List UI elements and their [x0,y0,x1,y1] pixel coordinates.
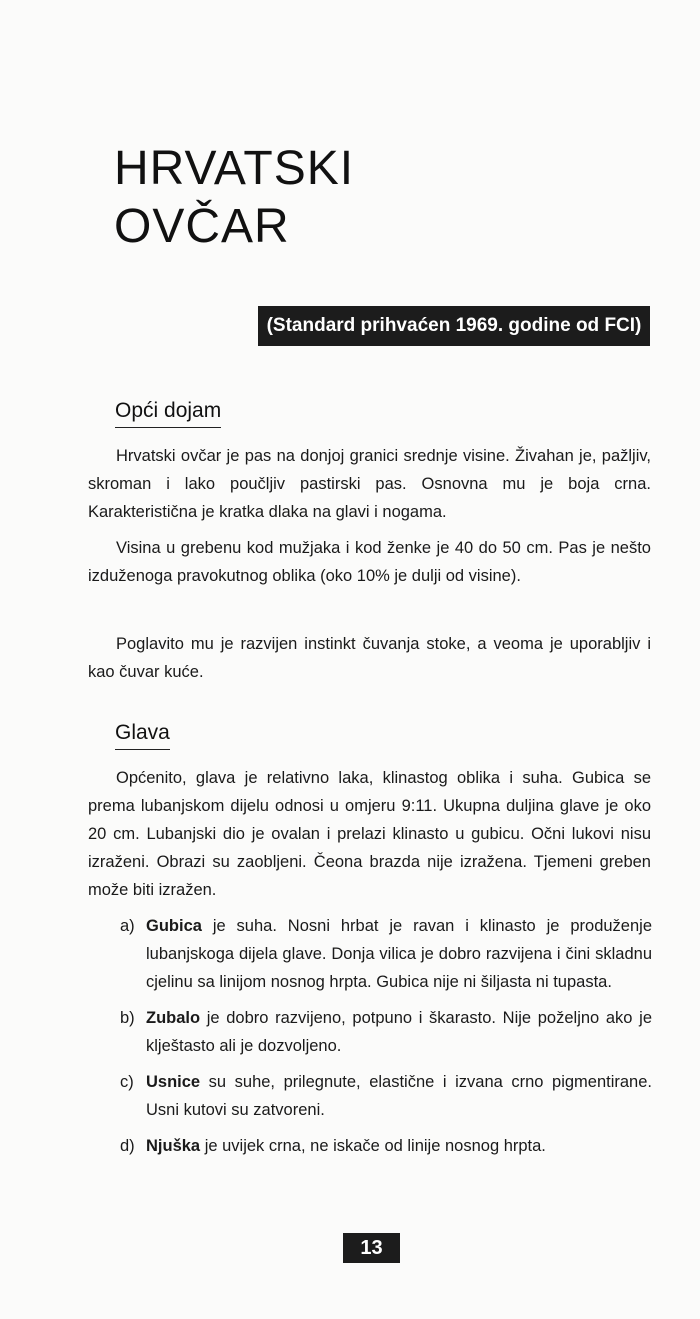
standard-note-box: (Standard prihvaćen 1969. godine od FCI) [258,306,650,346]
list-text: je dobro razvijeno, potpuno i škarasto. Nije poželjno ako je klještasto ali je dozvoljeno. [146,1009,652,1055]
list-marker: c) [120,1073,134,1091]
list-item [120,1068,652,1124]
paragraph: Hrvatski ovčar je pas na donjoj granici srednje visine. Živahan je, pažljiv, skroman i lako poučljiv pastirski pas. Osnovna mu je boja crna. Karakteristična je kratka dlaka na glavi i nogama. [88,447,651,521]
list-item [120,1004,652,1060]
list-item [120,1132,652,1160]
head-features-list [120,912,652,1168]
page-number: 13 [343,1233,400,1263]
title-line-2: OVČAR [114,200,290,253]
paragraph: Visina u grebenu kod mužjaka i kod ženke je 40 do 50 cm. Pas je nešto izduženoga pravokutnog oblika (oko 10% je dulji od visine). [88,539,651,585]
list-text: je suha. Nosni hrbat je ravan i klinasto je produženje lubanjskoga dijela glave. Donja vilica je dobro razvijena i čini skladnu cjelinu sa linijom nosnog hrpta. Gubica nije ni šiljasta ni tupasta. [146,917,652,991]
list-marker: b) [120,1009,135,1027]
section-heading-head [115,718,170,748]
title-line-1: HRVATSKI [114,142,355,195]
list-term: Gubica [146,917,202,935]
heading-underline [115,749,170,750]
paragraph: Općenito, glava je relativno laka, klinastog oblika i suha. Gubica se prema lubanjskom dijelu odnosi u omjeru 9:11. Ukupna duljina glave je oko 20 cm. Lubanjski dio je ovalan i prelazi klinasto u gubicu. Očni lukovi nisu izraženi. Obrazi su zaobljeni. Čeona brazda nije izražena. Tjemeni greben može biti izražen. [88,769,651,899]
list-marker: d) [120,1137,135,1155]
list-term: Usnice [146,1073,201,1091]
section-heading-general-text: Opći dojam [115,399,222,422]
list-text: su suhe, prilegnute, elastične i izvana crno pigmentirane. Usni kutovi su zatvoreni. [146,1073,652,1119]
page-title [114,140,354,256]
heading-underline [115,427,221,428]
list-item [120,912,652,996]
list-marker: a) [120,917,135,935]
section-heading-head-text: Glava [115,721,170,744]
list-term: Njuška [146,1137,201,1155]
list-text: je uvijek crna, ne iskače od linije nosnog hrpta. [200,1137,546,1155]
section-heading-general [115,396,221,426]
list-term: Zubalo [146,1009,201,1027]
paragraph: Poglavito mu je razvijen instinkt čuvanja stoke, a veoma je uporabljiv i kao čuvar kuće. [88,635,651,681]
